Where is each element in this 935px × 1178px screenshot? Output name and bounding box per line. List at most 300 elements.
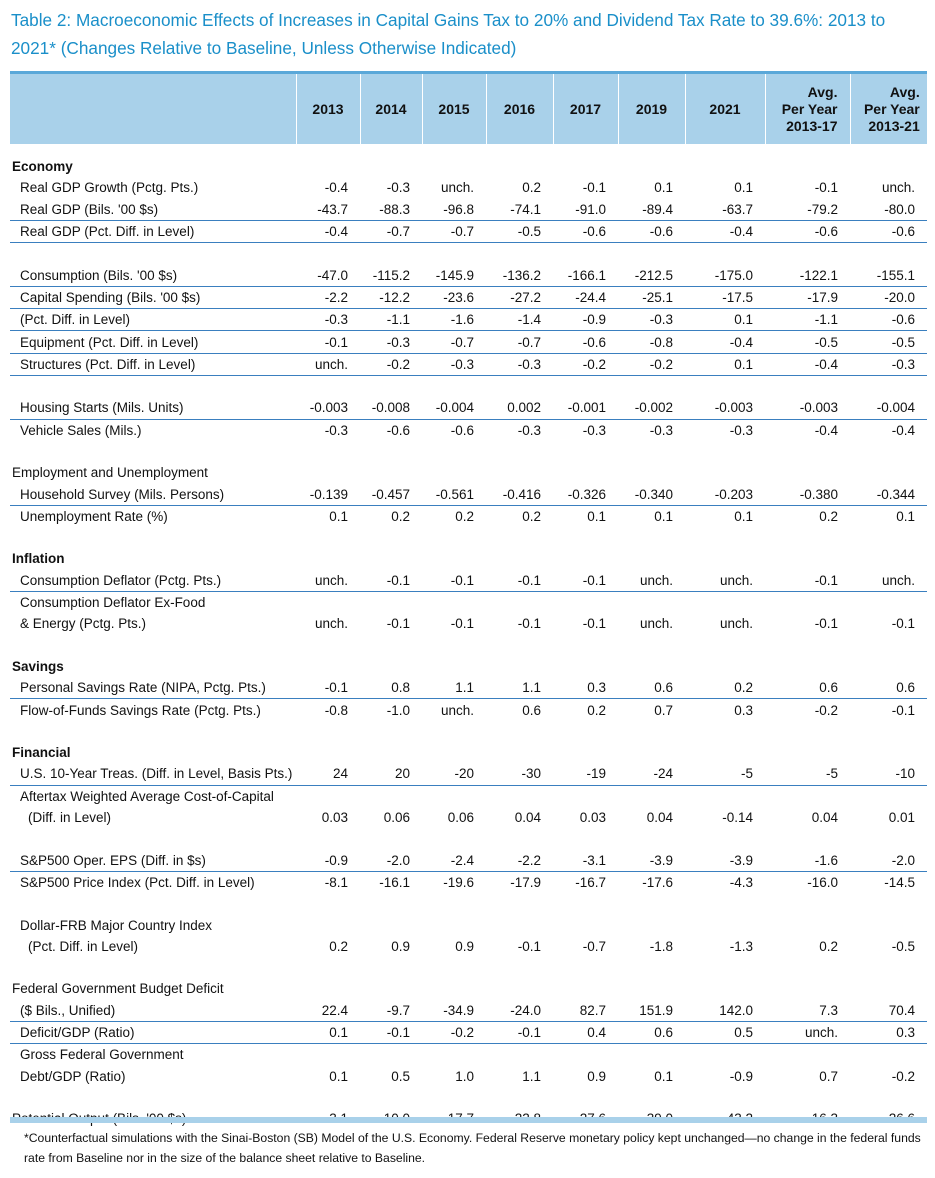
value-cell xyxy=(553,785,618,807)
table-row xyxy=(10,264,927,286)
value-cell xyxy=(360,591,422,613)
column-header: 2013 xyxy=(296,73,360,145)
value-cell: 0.2 xyxy=(522,508,541,524)
value-cell: -0.004 xyxy=(422,397,486,419)
value-cell xyxy=(553,1044,618,1066)
value-cell: -0.1 xyxy=(814,180,838,196)
value-cell: -17.9 xyxy=(510,874,541,890)
table-bottom-bar xyxy=(10,1117,927,1123)
value-cell: -0.9 xyxy=(296,850,360,872)
value-cell: -212.5 xyxy=(618,264,685,286)
value-cell: 0.1 xyxy=(654,180,673,196)
table-row xyxy=(10,1021,927,1043)
value-cell: -47.0 xyxy=(296,264,360,286)
value-cell: -0.203 xyxy=(685,483,765,505)
value-cell xyxy=(765,462,850,483)
value-cell: -0.5 xyxy=(486,220,553,242)
section-header-row xyxy=(10,156,927,177)
row-label: Financial xyxy=(12,745,71,761)
row-label: Aftertax Weighted Average Cost-of-Capital xyxy=(20,788,274,804)
value-cell: 0.3 xyxy=(850,1021,927,1043)
value-cell xyxy=(422,156,486,177)
table-row xyxy=(10,785,927,807)
table-row xyxy=(10,914,927,935)
value-cell: -0.1 xyxy=(360,570,422,592)
value-cell: -0.3 xyxy=(582,422,606,438)
value-cell: -19 xyxy=(553,763,618,785)
value-cell: 0.002 xyxy=(486,397,553,419)
value-cell: -0.1 xyxy=(582,616,606,632)
value-cell: -0.6 xyxy=(765,220,850,242)
row-label: Economy xyxy=(12,159,73,175)
table-row xyxy=(10,419,927,441)
value-cell: -0.1 xyxy=(386,616,410,632)
value-cell: -5 xyxy=(685,763,765,785)
value-cell: -0.6 xyxy=(386,422,410,438)
value-cell: -1.4 xyxy=(486,309,553,331)
row-label: Equipment (Pct. Diff. in Level) xyxy=(10,331,296,353)
row-label: Household Survey (Mils. Persons) xyxy=(10,483,296,505)
value-cell xyxy=(360,462,422,483)
value-cell: 0.5 xyxy=(391,1068,410,1084)
value-cell xyxy=(685,462,765,483)
value-cell: 0.06 xyxy=(447,810,474,826)
value-cell xyxy=(685,785,765,807)
value-cell: -63.7 xyxy=(685,199,765,221)
header-label-cell xyxy=(10,73,296,145)
value-cell xyxy=(850,978,927,999)
value-cell: unch. xyxy=(850,570,927,592)
value-cell xyxy=(850,591,927,613)
spacer-row xyxy=(10,828,927,849)
table-row xyxy=(10,1000,927,1022)
value-cell: -3.9 xyxy=(618,850,685,872)
value-cell: -30 xyxy=(486,763,553,785)
footnote: *Counterfactual simulations with the Sinai-Boston (SB) Model of the U.S. Economy. Federal Reserve monetary policy kept unchanged—no change in the federal funds rate from Baseline nor in the size of the balance sheet relative to Baseline. xyxy=(24,1131,921,1165)
value-cell xyxy=(765,914,850,935)
value-cell xyxy=(296,656,360,677)
row-label: Housing Starts (Mils. Units) xyxy=(10,397,296,419)
value-cell: 1.0 xyxy=(455,1068,474,1084)
value-cell: -0.4 xyxy=(685,331,765,353)
value-cell xyxy=(486,1044,553,1066)
row-label: (Pct. Diff. in Level) xyxy=(10,309,296,331)
value-cell: 22.4 xyxy=(296,1000,360,1022)
table-row xyxy=(10,199,927,221)
value-cell: 0.1 xyxy=(329,508,348,524)
table-row xyxy=(10,871,927,893)
value-cell: -5 xyxy=(765,763,850,785)
value-cell xyxy=(296,742,360,763)
value-cell: -17.9 xyxy=(765,286,850,308)
value-cell xyxy=(850,156,927,177)
spacer-cell xyxy=(10,828,927,849)
value-cell: -0.5 xyxy=(765,331,850,353)
value-cell: -0.326 xyxy=(553,483,618,505)
column-header: 2014 xyxy=(360,73,422,145)
value-cell: -3.1 xyxy=(553,850,618,872)
table-row xyxy=(10,220,927,242)
value-cell xyxy=(850,742,927,763)
value-cell: -0.1 xyxy=(296,677,360,699)
row-label: Deficit/GDP (Ratio) xyxy=(10,1021,296,1043)
value-cell: 0.7 xyxy=(654,702,673,718)
value-cell: 0.3 xyxy=(553,677,618,699)
value-cell xyxy=(618,156,685,177)
value-cell: 0.1 xyxy=(734,180,753,196)
spacer-row xyxy=(10,527,927,548)
value-cell: -0.2 xyxy=(553,353,618,375)
value-cell: 0.6 xyxy=(850,677,927,699)
value-cell: 1.1 xyxy=(522,1068,541,1084)
spacer-cell xyxy=(10,243,927,265)
value-cell: -20 xyxy=(422,763,486,785)
value-cell xyxy=(553,591,618,613)
value-cell: 0.2 xyxy=(587,702,606,718)
value-cell: -0.9 xyxy=(729,1068,753,1084)
value-cell: -175.0 xyxy=(685,264,765,286)
spacer-row xyxy=(10,441,927,462)
value-cell: -4.3 xyxy=(729,874,753,890)
value-cell: -0.457 xyxy=(360,483,422,505)
value-cell: 0.1 xyxy=(734,508,753,524)
value-cell: -0.001 xyxy=(553,397,618,419)
value-cell xyxy=(618,1044,685,1066)
row-label: Inflation xyxy=(12,551,65,567)
value-cell: -0.139 xyxy=(296,483,360,505)
value-cell: -0.1 xyxy=(486,570,553,592)
value-cell: -23.6 xyxy=(422,286,486,308)
value-cell xyxy=(360,548,422,569)
value-cell xyxy=(618,978,685,999)
value-cell xyxy=(422,1044,486,1066)
value-cell: -16.1 xyxy=(379,874,410,890)
value-cell: -12.2 xyxy=(360,286,422,308)
value-cell: 0.1 xyxy=(685,309,765,331)
value-cell xyxy=(486,742,553,763)
value-cell: -2.0 xyxy=(360,850,422,872)
row-label: Federal Government Budget Deficit xyxy=(12,981,224,997)
value-cell: -0.4 xyxy=(296,220,360,242)
value-cell: -25.1 xyxy=(618,286,685,308)
value-cell: unch. xyxy=(440,180,474,196)
row-label: Structures (Pct. Diff. in Level) xyxy=(10,353,296,375)
value-cell: 0.4 xyxy=(553,1021,618,1043)
value-cell: -0.1 xyxy=(765,570,850,592)
value-cell: 0.2 xyxy=(455,508,474,524)
row-label: (Diff. in Level) xyxy=(28,810,112,826)
value-cell: 0.01 xyxy=(888,810,915,826)
value-cell: -0.003 xyxy=(296,397,360,419)
value-cell xyxy=(618,462,685,483)
value-cell xyxy=(850,914,927,935)
value-cell: -0.3 xyxy=(517,422,541,438)
column-header: 2015 xyxy=(422,73,486,145)
value-cell: -1.6 xyxy=(765,850,850,872)
value-cell xyxy=(296,591,360,613)
row-label: Real GDP (Pct. Diff. in Level) xyxy=(10,220,296,242)
value-cell: 0.04 xyxy=(646,810,673,826)
value-cell xyxy=(360,656,422,677)
column-header: 2016 xyxy=(486,73,553,145)
value-cell: -17.6 xyxy=(642,874,673,890)
value-cell: 7.3 xyxy=(765,1000,850,1022)
value-cell: -24 xyxy=(618,763,685,785)
value-cell xyxy=(486,656,553,677)
spacer-row xyxy=(10,375,927,397)
value-cell: unch. xyxy=(719,616,753,632)
value-cell xyxy=(765,785,850,807)
value-cell: -8.1 xyxy=(324,874,348,890)
value-cell: 0.9 xyxy=(391,938,410,954)
column-header: 2021 xyxy=(685,73,765,145)
value-cell xyxy=(486,462,553,483)
value-cell xyxy=(422,462,486,483)
value-cell: 0.6 xyxy=(765,677,850,699)
table-row xyxy=(10,936,927,957)
value-cell: -1.3 xyxy=(729,938,753,954)
value-cell: 151.9 xyxy=(618,1000,685,1022)
table-row xyxy=(10,286,927,308)
value-cell: -0.4 xyxy=(765,353,850,375)
value-cell xyxy=(553,914,618,935)
row-label: Savings xyxy=(12,658,64,674)
value-cell xyxy=(765,548,850,569)
value-cell xyxy=(486,591,553,613)
value-cell xyxy=(360,978,422,999)
value-cell: -34.9 xyxy=(422,1000,486,1022)
value-cell: -1.1 xyxy=(360,309,422,331)
value-cell: -0.1 xyxy=(891,702,915,718)
value-cell: -0.7 xyxy=(486,331,553,353)
value-cell xyxy=(360,742,422,763)
value-cell: unch. xyxy=(296,570,360,592)
value-cell xyxy=(360,785,422,807)
column-header: 2017 xyxy=(553,73,618,145)
value-cell: 142.0 xyxy=(685,1000,765,1022)
value-cell xyxy=(553,548,618,569)
row-label: Vehicle Sales (Mils.) xyxy=(20,422,142,438)
table-row xyxy=(10,850,927,872)
spacer-row xyxy=(10,243,927,265)
value-cell: 0.06 xyxy=(383,810,410,826)
value-cell: 0.04 xyxy=(811,810,838,826)
value-cell: -0.6 xyxy=(553,220,618,242)
value-cell: -14.5 xyxy=(884,874,915,890)
value-cell: -9.7 xyxy=(360,1000,422,1022)
group-header-row xyxy=(10,462,927,483)
value-cell: -0.561 xyxy=(422,483,486,505)
value-cell xyxy=(685,742,765,763)
value-cell: 82.7 xyxy=(553,1000,618,1022)
value-cell: 0.1 xyxy=(587,508,606,524)
value-cell: -2.2 xyxy=(486,850,553,872)
value-cell: 0.03 xyxy=(579,810,606,826)
value-cell xyxy=(422,978,486,999)
spacer-row xyxy=(10,144,927,156)
value-cell: -0.1 xyxy=(517,616,541,632)
value-cell xyxy=(685,914,765,935)
value-cell: unch. xyxy=(440,702,474,718)
value-cell xyxy=(486,978,553,999)
value-cell xyxy=(486,785,553,807)
value-cell: -0.002 xyxy=(618,397,685,419)
spacer-row xyxy=(10,893,927,914)
value-cell: -122.1 xyxy=(765,264,850,286)
value-cell: 0.6 xyxy=(618,677,685,699)
value-cell xyxy=(360,914,422,935)
value-cell: -0.5 xyxy=(891,938,915,954)
value-cell: -0.3 xyxy=(422,353,486,375)
header-row xyxy=(10,73,927,145)
value-cell xyxy=(850,462,927,483)
value-cell: -0.7 xyxy=(422,220,486,242)
row-label: S&P500 Price Index (Pct. Diff. in Level) xyxy=(20,874,255,890)
value-cell: -0.1 xyxy=(296,331,360,353)
value-cell: 0.9 xyxy=(587,1068,606,1084)
value-cell: 70.4 xyxy=(850,1000,927,1022)
table-title: Table 2: Macroeconomic Effects of Increases in Capital Gains Tax to 20% and Dividend Tax Rate to 39.6%: 2013 to 2021* (Changes Relative to Baseline, Unless Otherwise Indicated) xyxy=(11,10,886,58)
value-cell: -155.1 xyxy=(850,264,927,286)
value-cell: 0.8 xyxy=(360,677,422,699)
spacer-cell xyxy=(10,1087,927,1108)
row-label: Unemployment Rate (%) xyxy=(20,508,168,524)
value-cell: -115.2 xyxy=(360,264,422,286)
data-table-container xyxy=(10,71,927,1129)
value-cell: -2.4 xyxy=(422,850,486,872)
value-cell: -0.6 xyxy=(618,220,685,242)
row-label: Consumption (Bils. '00 $s) xyxy=(10,264,296,286)
value-cell xyxy=(486,156,553,177)
value-cell: -0.8 xyxy=(618,331,685,353)
row-label: Employment and Unemployment xyxy=(12,465,208,481)
row-label: Consumption Deflator Ex-Food xyxy=(20,595,206,611)
value-cell: -0.1 xyxy=(582,180,606,196)
value-cell: -43.7 xyxy=(296,199,360,221)
table-row xyxy=(10,591,927,613)
row-label: S&P500 Oper. EPS (Diff. in $s) xyxy=(10,850,296,872)
section-header-row xyxy=(10,656,927,677)
value-cell: -0.1 xyxy=(422,570,486,592)
value-cell: 0.2 xyxy=(685,677,765,699)
spacer-row xyxy=(10,1087,927,1108)
value-cell xyxy=(618,785,685,807)
table-row xyxy=(10,483,927,505)
value-cell: -0.1 xyxy=(553,570,618,592)
value-cell xyxy=(486,548,553,569)
row-label: Consumption Deflator (Pctg. Pts.) xyxy=(10,570,296,592)
value-cell: 0.5 xyxy=(685,1021,765,1043)
value-cell xyxy=(850,548,927,569)
value-cell xyxy=(850,1044,927,1066)
value-cell xyxy=(685,656,765,677)
value-cell: -0.1 xyxy=(814,616,838,632)
value-cell: unch. xyxy=(881,180,915,196)
spacer-cell xyxy=(10,893,927,914)
value-cell: 0.04 xyxy=(514,810,541,826)
value-cell: 0.6 xyxy=(618,1021,685,1043)
value-cell xyxy=(850,785,927,807)
value-cell: -0.7 xyxy=(422,331,486,353)
value-cell: -1.1 xyxy=(765,309,850,331)
value-cell: -0.6 xyxy=(850,309,927,331)
value-cell: -0.5 xyxy=(850,331,927,353)
value-cell xyxy=(296,914,360,935)
value-cell: -0.4 xyxy=(891,422,915,438)
table-body xyxy=(10,144,927,1129)
value-cell xyxy=(765,156,850,177)
value-cell: -0.7 xyxy=(582,938,606,954)
value-cell xyxy=(553,462,618,483)
value-cell: -27.2 xyxy=(486,286,553,308)
value-cell xyxy=(296,156,360,177)
value-cell: -0.3 xyxy=(486,353,553,375)
value-cell: -2.2 xyxy=(296,286,360,308)
value-cell: unch. xyxy=(765,1021,850,1043)
value-cell: unch. xyxy=(685,570,765,592)
value-cell: -0.3 xyxy=(618,309,685,331)
spacer-cell xyxy=(10,527,927,548)
value-cell xyxy=(685,978,765,999)
value-cell: -2.0 xyxy=(850,850,927,872)
spacer-row xyxy=(10,957,927,978)
value-cell xyxy=(765,1044,850,1066)
value-cell: -0.8 xyxy=(324,702,348,718)
value-cell xyxy=(553,656,618,677)
value-cell: -0.340 xyxy=(618,483,685,505)
value-cell: -0.4 xyxy=(685,220,765,242)
value-cell xyxy=(765,742,850,763)
value-cell xyxy=(422,548,486,569)
value-cell: 0.2 xyxy=(819,508,838,524)
value-cell xyxy=(618,914,685,935)
spacer-row xyxy=(10,721,927,742)
table-row xyxy=(10,677,927,699)
row-label: & Energy (Pctg. Pts.) xyxy=(20,616,147,632)
row-label: Flow-of-Funds Savings Rate (Pctg. Pts.) xyxy=(20,702,261,718)
value-cell: -0.6 xyxy=(450,422,474,438)
table-row xyxy=(10,353,927,375)
value-cell: -20.0 xyxy=(850,286,927,308)
value-cell xyxy=(360,1044,422,1066)
value-cell: -0.3 xyxy=(729,422,753,438)
value-cell xyxy=(553,156,618,177)
value-cell: 0.7 xyxy=(819,1068,838,1084)
value-cell: -0.3 xyxy=(296,309,360,331)
table-row xyxy=(10,1065,927,1086)
spacer-cell xyxy=(10,441,927,462)
value-cell xyxy=(422,914,486,935)
value-cell: unch. xyxy=(314,616,348,632)
value-cell: -0.380 xyxy=(765,483,850,505)
table-row xyxy=(10,763,927,785)
value-cell: 20 xyxy=(360,763,422,785)
table-row xyxy=(10,505,927,527)
value-cell: 0.3 xyxy=(734,702,753,718)
value-cell: 0.1 xyxy=(685,353,765,375)
value-cell: -96.8 xyxy=(422,199,486,221)
value-cell xyxy=(685,1044,765,1066)
value-cell: 24 xyxy=(296,763,360,785)
value-cell: unch. xyxy=(296,353,360,375)
value-cell: -0.3 xyxy=(850,353,927,375)
value-cell: unch. xyxy=(639,616,673,632)
value-cell xyxy=(685,156,765,177)
value-cell: 0.1 xyxy=(296,1021,360,1043)
value-cell: -0.9 xyxy=(553,309,618,331)
table-row xyxy=(10,1044,927,1066)
spacer-cell xyxy=(10,635,927,656)
